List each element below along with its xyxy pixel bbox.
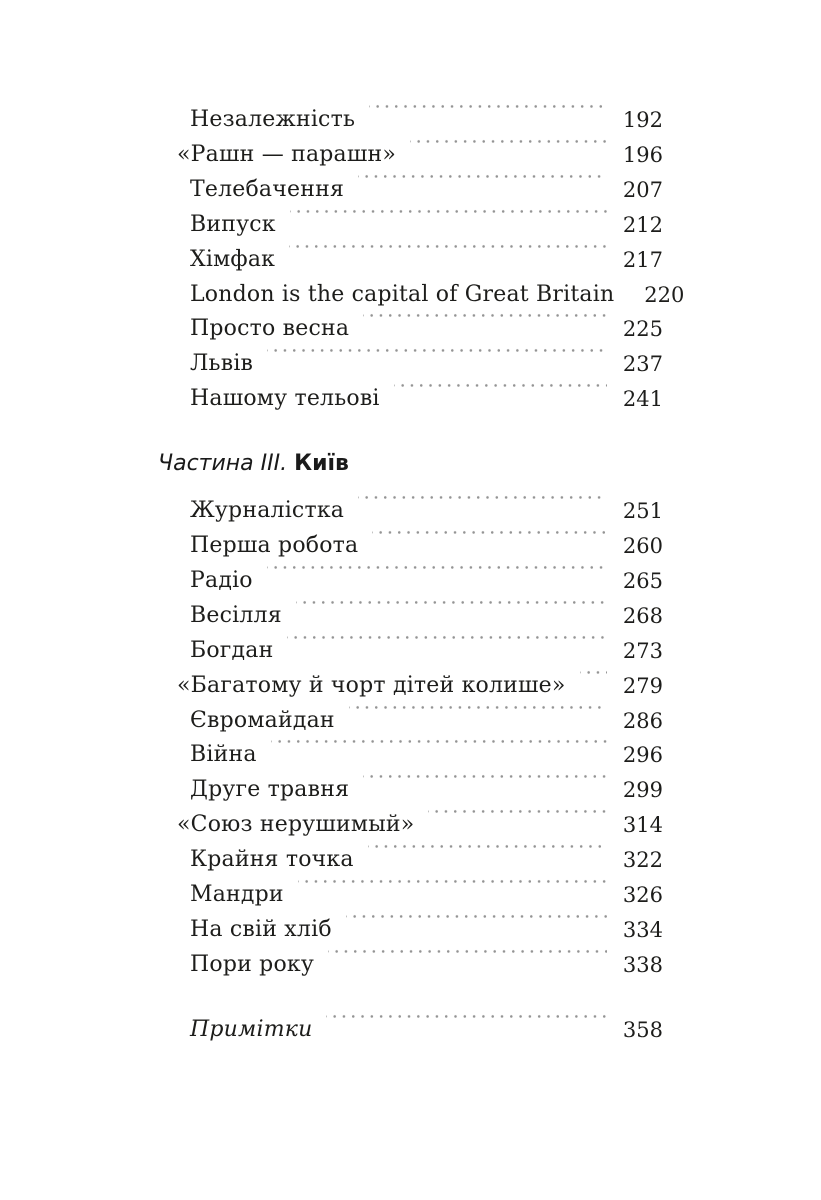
dot-leader [287, 634, 607, 669]
toc-entry [177, 138, 663, 173]
page-number: 314 [622, 813, 663, 838]
dot-leader [363, 312, 607, 347]
chapter-title: Перша робота [190, 532, 359, 558]
dot-leader [289, 243, 607, 278]
part-label: Частина III. [158, 451, 288, 477]
dot-leader [368, 843, 607, 878]
toc-entry [190, 843, 663, 878]
toc-entry [190, 347, 663, 382]
toc-entry [190, 243, 663, 278]
page-number: 237 [622, 352, 663, 377]
toc-entry [190, 529, 663, 564]
page-number: 241 [622, 387, 663, 412]
dot-leader [358, 494, 607, 529]
dot-leader [394, 382, 607, 417]
chapter-title: Незалежність [190, 107, 356, 132]
page-number: 286 [622, 708, 663, 733]
chapter-title: Хімфак [190, 246, 276, 272]
chapter-title: Пори року [190, 951, 314, 977]
chapter-title: На свій хліб [190, 916, 332, 942]
chapter-title: Мандри [190, 882, 284, 908]
toc-entry [190, 103, 663, 138]
part-title: Київ [294, 451, 349, 477]
chapter-title: Випуск [190, 211, 276, 237]
toc-entry [190, 208, 663, 243]
page-number: 273 [622, 638, 663, 663]
dot-leader [363, 773, 607, 808]
toc-entry [190, 634, 663, 669]
page-number: 192 [622, 108, 663, 132]
dot-leader [328, 948, 607, 983]
page-number: 326 [622, 883, 663, 908]
chapter-title: «Союз нерушимый» [177, 812, 415, 838]
page-number: 196 [622, 142, 663, 167]
dot-leader [580, 669, 607, 704]
page-number: 207 [622, 177, 663, 202]
page-number: 358 [622, 1017, 663, 1042]
chapter-title: Радіо [190, 567, 253, 593]
part-header [158, 447, 663, 482]
chapter-title: Телебачення [190, 176, 345, 202]
page-number: 334 [622, 917, 663, 942]
chapter-title: «Рашн — парашн» [177, 141, 397, 167]
chapter-title: Друге травня [190, 777, 350, 803]
chapter-title: Війна [190, 742, 257, 768]
dot-leader [298, 878, 607, 913]
toc-entry-notes [190, 1013, 663, 1048]
toc-entry [190, 494, 663, 529]
dot-leader [349, 704, 607, 739]
dot-leader [410, 138, 607, 173]
dot-leader [369, 103, 607, 138]
page-number: 322 [622, 848, 663, 873]
toc-entry [190, 278, 685, 313]
toc-entry [190, 913, 663, 948]
toc-entry [190, 312, 663, 347]
toc-entry [190, 948, 663, 983]
toc-entry [190, 599, 663, 634]
toc-entry [190, 738, 663, 773]
toc-entry [190, 564, 663, 599]
chapter-title: Львів [190, 351, 254, 377]
dot-leader [290, 208, 607, 243]
page-number: 296 [622, 743, 663, 768]
chapter-title: London is the capital of Great Britain [190, 281, 615, 307]
toc-entry [190, 173, 663, 208]
page-number: 225 [622, 317, 663, 342]
page-number: 279 [622, 673, 663, 698]
toc-entry [177, 808, 663, 843]
dot-leader [372, 529, 607, 564]
toc-entry [190, 773, 663, 808]
toc-entry [177, 669, 663, 704]
dot-leader [267, 564, 607, 599]
page-number: 220 [644, 282, 685, 307]
chapter-title: Журналістка [190, 498, 345, 524]
page-number: 338 [622, 952, 663, 977]
page-number: 260 [622, 533, 663, 558]
dot-leader [296, 599, 607, 634]
dot-leader [358, 173, 607, 208]
dot-leader [271, 738, 607, 773]
page-number: 299 [622, 778, 663, 803]
dot-leader [267, 347, 607, 382]
chapter-title: Богдан [190, 637, 274, 663]
toc-entry [190, 382, 663, 417]
page-number: 268 [622, 603, 663, 628]
page-number: 217 [622, 247, 663, 272]
toc-entry [190, 704, 663, 739]
chapter-title: Просто весна [190, 316, 350, 342]
dot-leader [346, 913, 607, 948]
page-number: 265 [622, 568, 663, 593]
dot-leader [428, 808, 607, 843]
toc-entry [190, 878, 663, 913]
chapter-title: «Багатому й чорт дітей колише» [177, 672, 566, 698]
chapter-title: Крайня точка [190, 847, 354, 873]
chapter-title: Нашому тельові [190, 386, 380, 412]
page-number: 251 [622, 499, 663, 524]
chapter-title: Примітки [190, 1016, 313, 1042]
dot-leader [326, 1013, 607, 1048]
chapter-title: Весілля [190, 602, 282, 628]
page-number: 212 [622, 212, 663, 237]
chapter-title: Євромайдан [190, 707, 335, 733]
